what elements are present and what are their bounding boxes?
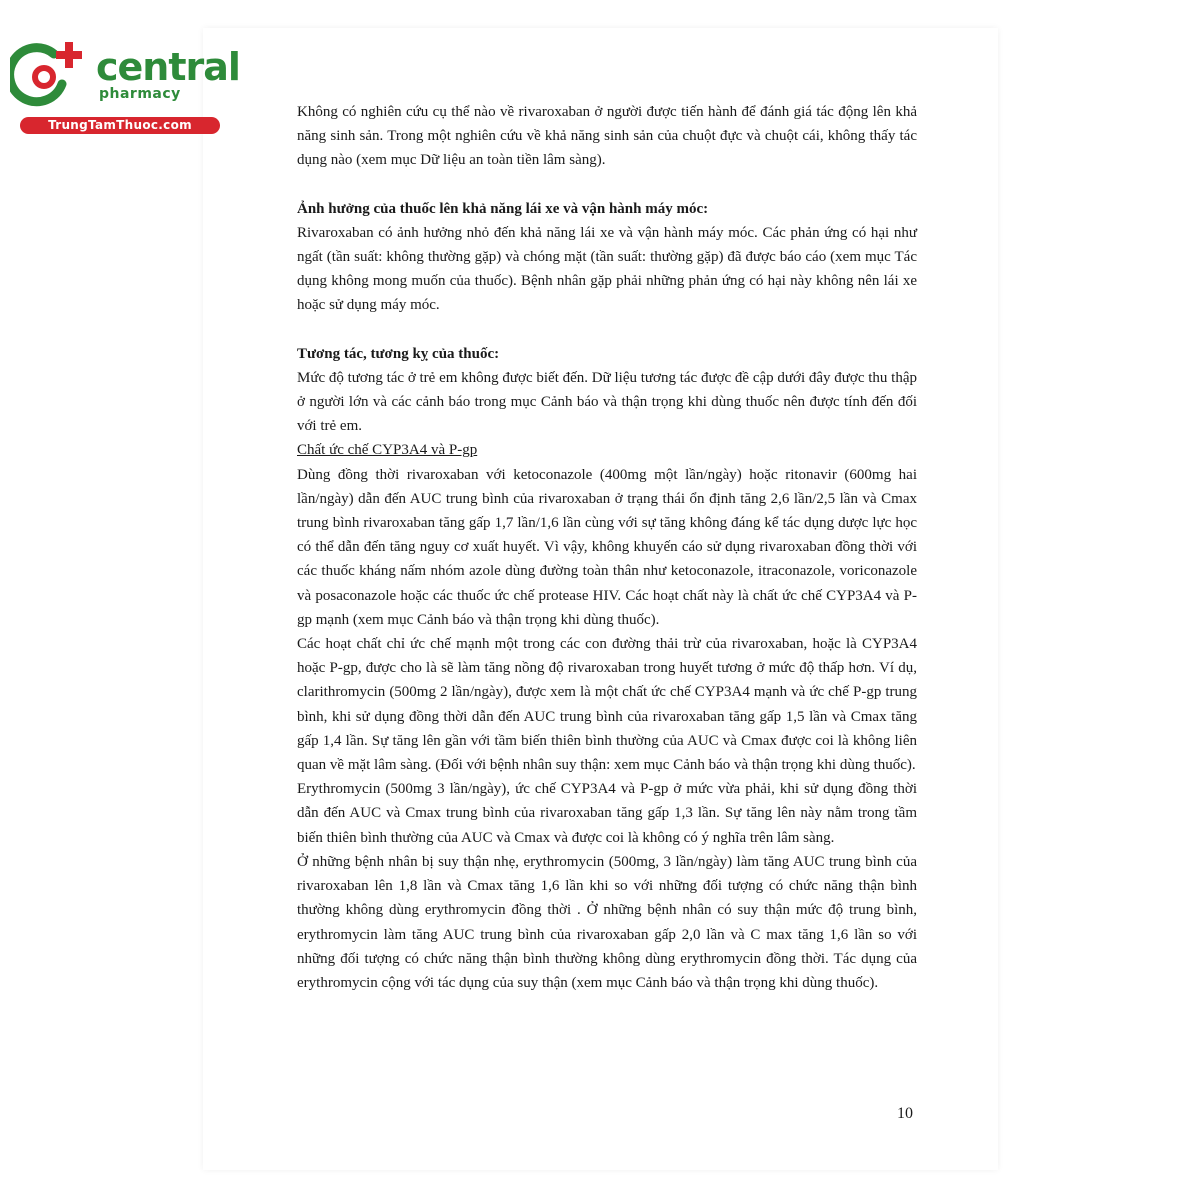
- spacer: [297, 318, 917, 342]
- paragraph-renal-impairment: Ở những bệnh nhân bị suy thận nhẹ, erythromycin (500mg, 3 lần/ngày) làm tăng AUC trung bình của rivaroxaban lên 1,8 lần và Cmax tăng 1,6 lần khi so với những đối tượng có chức năng thận bình thường không dùng erythromycin đồng thời . Ở những bệnh nhân có suy thận mức độ trung bình, erythromycin làm tăng AUC trung bình của rivaroxaban gấp 2,0 lần và C max tăng 1,6 lần so với những đối tượng có chức năng thận bình thường không dùng erythromycin đồng thời. Tác dụng của erythromycin cộng với tác dụng của suy thận (xem mục Cảnh báo và thận trọng khi dùng thuốc).: [297, 853, 917, 991]
- subheading-cyp3a4-pgp: Chất ức chế CYP3A4 và P-gp: [297, 442, 478, 459]
- central-pharmacy-logo[interactable]: [10, 38, 240, 138]
- paragraph-ketoconazole: Dùng đồng thời rivaroxaban với ketoconazole (400mg một lần/ngày) hoặc ritonavir (600mg hai lần/ngày) dẫn đến AUC trung bình của rivaroxaban ở trạng thái ổn định tăng 2,6 lần/2,5 lần và Cmax trung bình rivaroxaban tăng gấp 1,7 lần/1,6 lần cùng với sự tăng không đáng kể tác dụng dược lực học có thể dẫn đến tăng nguy cơ xuất huyết. Vì vậy, không khuyến cáo sử dụng rivaroxaban đồng thời với các thuốc kháng nấm nhóm azole dùng đường toàn thân như ketoconazole, itraconazole, voriconazole và posaconazole hoặc các thuốc ức chế protease HIV. Các hoạt chất này là chất ức chế CYP3A4 và P-gp mạnh (xem mục Cảnh báo và thận trọng khi dùng thuốc).: [297, 466, 917, 628]
- page-number: 10: [897, 1105, 913, 1122]
- heading-driving: Ảnh hưởng của thuốc lên khả năng lái xe và vận hành máy móc:: [297, 200, 709, 217]
- pharmacy-cross-logo-icon: [10, 40, 86, 108]
- logo-brand-name: central: [96, 45, 240, 89]
- spacer: [297, 173, 917, 197]
- logo-subtitle: pharmacy: [99, 86, 181, 102]
- logo-website: TrungTamThuoc.com: [20, 117, 220, 134]
- paragraph-clarithromycin: Các hoạt chất chỉ ức chế mạnh một trong các con đường thải trừ của rivaroxaban, hoặc là CYP3A4 hoặc P-gp, được cho là sẽ làm tăng nồng độ rivaroxaban trong huyết tương ở mức độ thấp hơn. Ví dụ, clarithromycin (500mg 2 lần/ngày), được xem là một chất ức chế CYP3A4 mạnh và ức chế P-gp trung bình, khi sử dụng đồng thời dẫn đến AUC trung bình của rivaroxaban tăng gấp 1,5 lần và Cmax tăng gấp 1,4 lần. Sự tăng lên gần với tầm biến thiên bình thường của AUC và Cmax được coi là không liên quan về mặt lâm sàng. (Đối với bệnh nhân suy thận: xem mục Cảnh báo và thận trọng khi dùng thuốc).: [297, 636, 917, 774]
- paragraph-driving: Rivaroxaban có ảnh hưởng nhỏ đến khả năng lái xe và vận hành máy móc. Các phản ứng có hại như ngất (tần suất: không thường gặp) và chóng mặt (tần suất: thường gặp) đã được báo cáo (xem mục Tác dụng không mong muốn của thuốc). Bệnh nhân gặp phải những phản ứng có hại này không nên lái xe hoặc sử dụng máy móc.: [297, 224, 917, 314]
- heading-interactions: Tương tác, tương kỵ của thuốc:: [297, 345, 500, 362]
- document-body: [297, 100, 917, 995]
- paragraph-fertility: Không có nghiên cứu cụ thể nào về rivaroxaban ở người được tiến hành để đánh giá tác động lên khả năng sinh sản. Trong một nghiên cứu về khả năng sinh sản của chuột đực và chuột cái, không thấy tác dụng nào (xem mục Dữ liệu an toàn tiền lâm sàng).: [297, 104, 917, 169]
- paragraph-interactions: Mức độ tương tác ở trẻ em không được biết đến. Dữ liệu tương tác được đề cập dưới đây được thu thập ở người lớn và các cảnh báo trong mục Cảnh báo và thận trọng khi dùng thuốc nên được tính đến đối với trẻ em.: [297, 369, 917, 435]
- paragraph-erythromycin: Erythromycin (500mg 3 lần/ngày), ức chế CYP3A4 và P-gp ở mức vừa phải, khi sử dụng đồng thời dẫn đến AUC và Cmax trung bình của rivaroxaban tăng gấp 1,3 lần. Sự tăng lên này nằm trong tầm biến thiên bình thường của AUC và Cmax và được coi là không có ý nghĩa trên lâm sàng.: [297, 781, 917, 846]
